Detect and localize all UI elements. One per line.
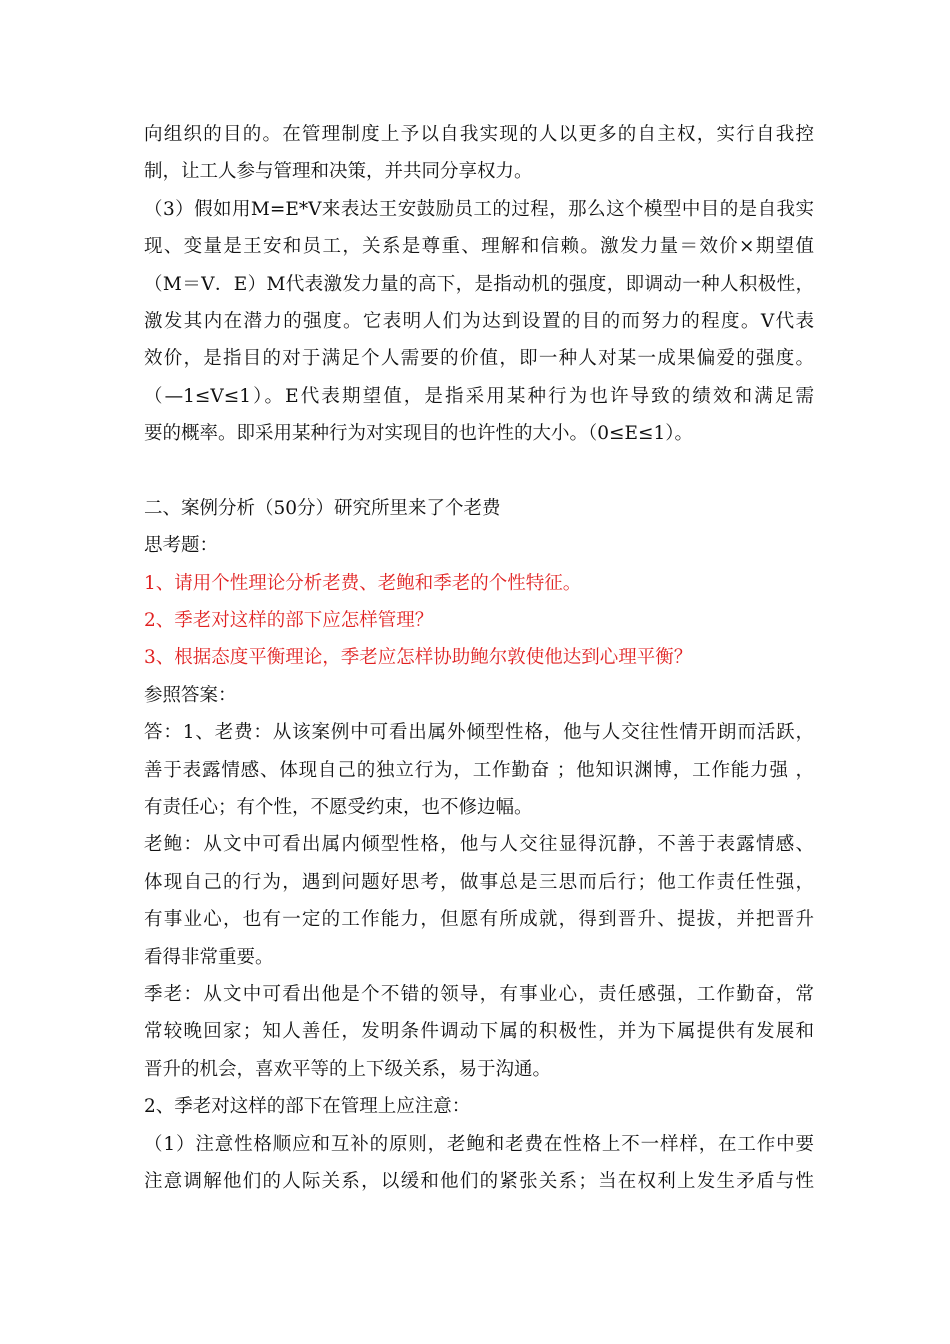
text-line: 老鲍：从文中可看出属内倾型性格，他与人交往显得沉静，不善于表露情感、 — [144, 834, 814, 856]
text-line: （3）假如用M=E*V来表达王安鼓励员工的过程，那么这个模型中目的是自我实 — [144, 198, 814, 220]
text-line: 激发其内在潜力的强度。它表明人们为达到设置的目的而努力的程度。V代表 — [144, 310, 814, 332]
text-line: 现、变量是王安和员工，关系是尊重、理解和信赖。激发力量＝效价×期望值 — [144, 236, 814, 258]
text-line: 要的概率。即采用某种行为对实现目的也许性的大小。（0≤E≤1）。 — [144, 423, 694, 445]
text-line: 思考题： — [144, 535, 219, 557]
text-line: 体现自己的行为，遇到问题好思考，做事总是三思而后行；他工作责任性强， — [144, 871, 814, 893]
text-line: 制，让工人参与管理和决策，并共同分享权力。 — [144, 161, 533, 183]
document-body — [144, 116, 814, 1200]
question-line: 1、请用个性理论分析老费、老鲍和季老的个性特征。 — [144, 572, 582, 594]
text-line: 参照答案： — [144, 684, 237, 706]
text-line: 有事业心，也有一定的工作能力，但愿有所成就，得到晋升、提拔，并把晋升 — [144, 909, 814, 931]
text-line: 晋升的机会，喜欢平等的上下级关系，易于沟通。 — [144, 1058, 552, 1080]
text-line: 看得非常重要。 — [144, 946, 274, 968]
blank-line — [144, 453, 814, 490]
text-line: 善于表露情感、体现自己的独立行为，工作勤奋 ；他知识渊博，工作能力强 ， — [144, 759, 814, 781]
text-line: 效价，是指目的对于满足个人需要的价值，即一种人对某一成果偏爱的强度。 — [144, 348, 814, 370]
text-line: 注意调解他们的人际关系，以缓和他们的紧张关系；当在权利上发生矛盾与性 — [144, 1170, 814, 1192]
question-line: 3、根据态度平衡理论，季老应怎样协助鲍尔敦使他达到心理平衡？ — [144, 647, 693, 669]
text-line: （M＝V．E）M代表激发力量的高下，是指动机的强度，即调动一种人积极性， — [144, 273, 814, 295]
text-line: 有责任心；有个性，不愿受约束，也不修边幅。 — [144, 797, 533, 819]
question-line: 2、季老对这样的部下应怎样管理？ — [144, 610, 434, 632]
text-line: 常较晚回家；知人善任，发明条件调动下属的积极性，并为下属提供有发展和 — [144, 1021, 814, 1043]
text-line: 向组织的目的。在管理制度上予以自我实现的人以更多的自主权，实行自我控 — [144, 124, 814, 145]
text-line: 季老：从文中可看出他是个不错的领导，有事业心，责任感强，工作勤奋，常 — [144, 983, 814, 1005]
text-line: 2、季老对这样的部下在管理上应注意： — [144, 1096, 471, 1118]
text-line: 答：1、老费：从该案例中可看出属外倾型性格，他与人交往性情开朗而活跃， — [144, 722, 814, 744]
text-line: 二、案例分析（50分）研究所里来了个老费 — [144, 497, 501, 519]
text-line: （1）注意性格顺应和互补的原则，老鲍和老费在性格上不一样样，在工作中要 — [144, 1133, 814, 1155]
text-line: （—1≤V≤1）。E代表期望值，是指采用某种行为也许导致的绩效和满足需 — [144, 385, 814, 407]
